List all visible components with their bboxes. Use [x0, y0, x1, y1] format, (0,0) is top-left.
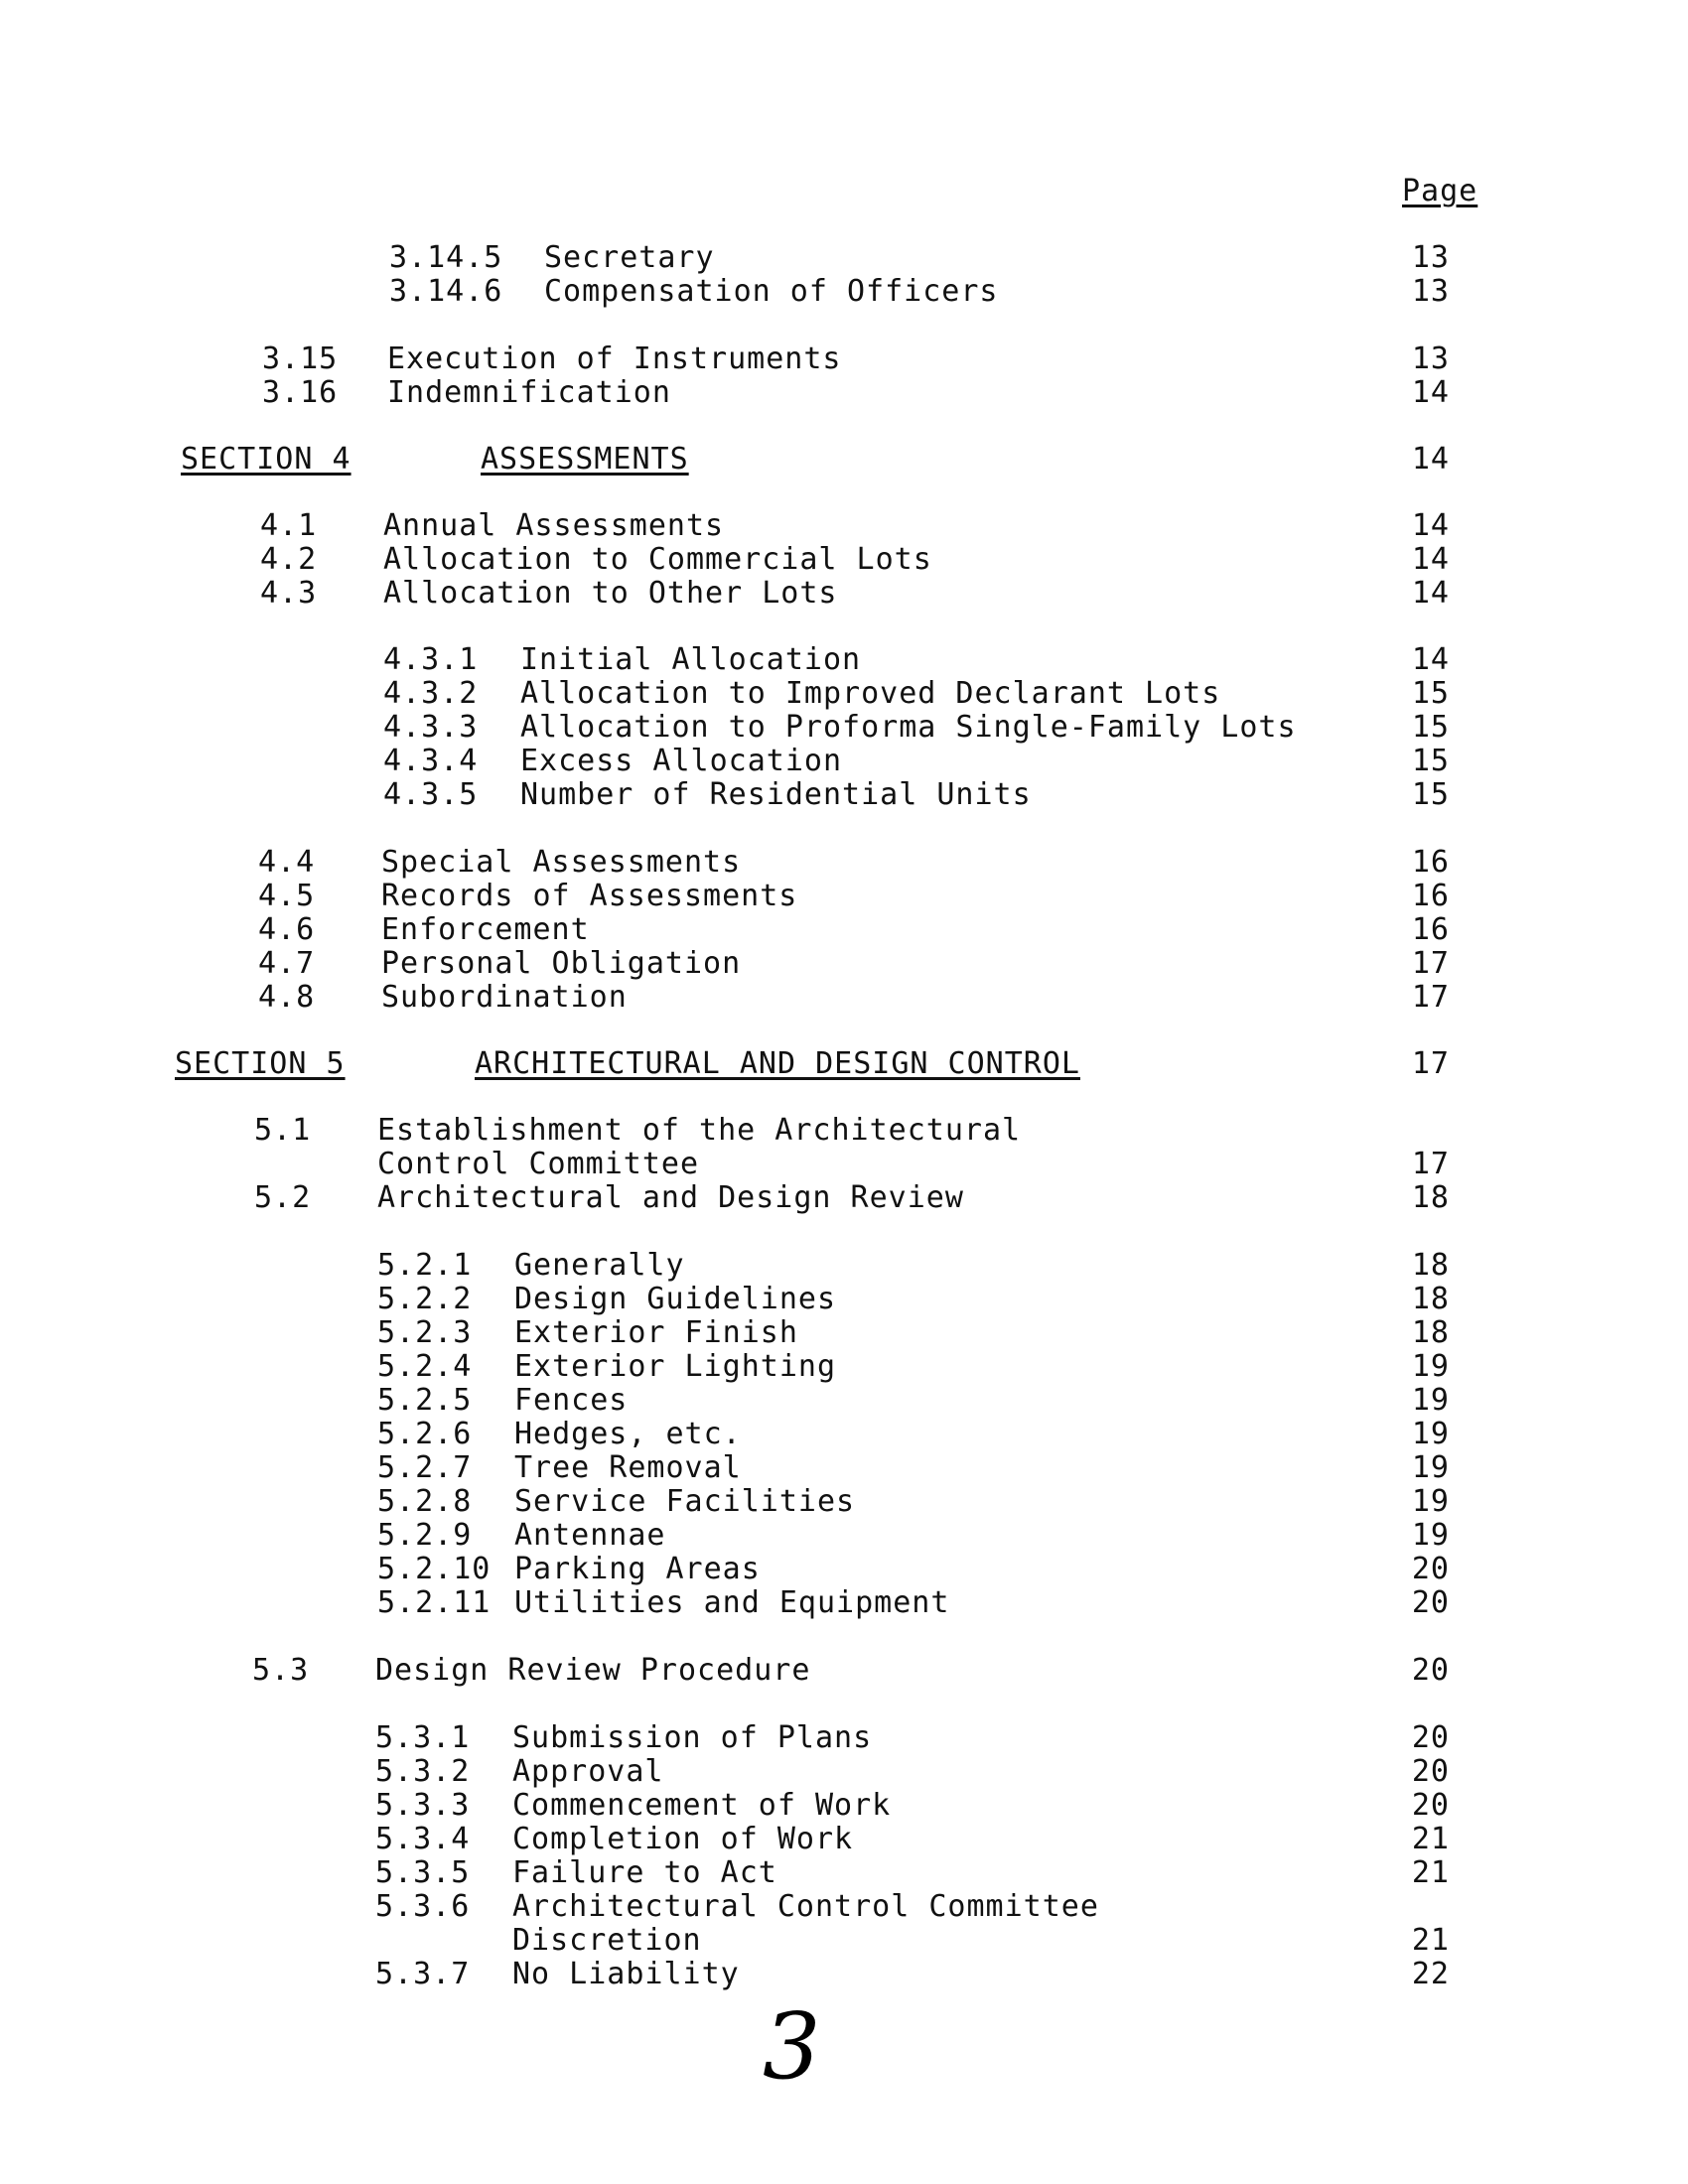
handwritten-page-number: 3: [763, 1993, 821, 2100]
toc-page: 18: [1411, 1282, 1450, 1316]
toc-number: 5.3.4: [375, 1822, 471, 1856]
toc-title: Submission of Plans: [512, 1720, 873, 1755]
toc-page: 13: [1411, 240, 1450, 275]
toc-page: 20: [1411, 1754, 1450, 1789]
toc-number: 5.3.7: [375, 1957, 471, 1991]
toc-title: Tree Removal: [514, 1450, 742, 1485]
toc-title: Antennae: [514, 1518, 666, 1553]
toc-number: 5.2.3: [377, 1315, 473, 1350]
toc-number: 4.3.2: [383, 676, 479, 711]
toc-page: 16: [1411, 845, 1450, 880]
toc-title: Special Assessments: [381, 845, 742, 880]
toc-number: 4.2: [260, 542, 318, 577]
toc-title: Allocation to Other Lots: [383, 576, 838, 611]
toc-title: Compensation of Officers: [544, 274, 999, 309]
toc-page: 20: [1411, 1720, 1450, 1755]
toc-number: 4.5: [258, 879, 316, 913]
toc-title: Enforcement: [381, 912, 590, 947]
toc-number: 4.3.5: [383, 777, 479, 812]
toc-number: 5.2.7: [377, 1450, 473, 1485]
toc-title-continued: Discretion: [512, 1923, 702, 1958]
toc-title: Generally: [514, 1248, 685, 1283]
toc-page: 18: [1411, 1180, 1450, 1215]
toc-title: Allocation to Improved Declarant Lots: [520, 676, 1221, 711]
toc-title: Hedges, etc.: [514, 1417, 742, 1451]
toc-title: Secretary: [544, 240, 715, 275]
toc-page: 14: [1411, 642, 1450, 677]
toc-number: 5.2.6: [377, 1417, 473, 1451]
toc-number: 5.3.5: [375, 1855, 471, 1890]
toc-title: Commencement of Work: [512, 1788, 892, 1823]
toc-page: 13: [1411, 341, 1450, 376]
section-title: ASSESSMENTS: [481, 442, 689, 477]
toc-page: 17: [1411, 1147, 1450, 1181]
section-number: SECTION 4: [181, 442, 352, 477]
toc-title: Execution of Instruments: [387, 341, 842, 376]
toc-number: 4.3: [260, 576, 318, 611]
toc-title: Exterior Lighting: [514, 1349, 837, 1384]
toc-page: 16: [1411, 879, 1450, 913]
toc-number: 4.4: [258, 845, 316, 880]
toc-title: Design Guidelines: [514, 1282, 837, 1316]
toc-number: 3.15: [262, 341, 339, 376]
toc-number: 4.8: [258, 980, 316, 1015]
toc-page: 21: [1411, 1822, 1450, 1856]
toc-number: 4.7: [258, 946, 316, 981]
toc-page: 19: [1411, 1518, 1450, 1553]
toc-title: Completion of Work: [512, 1822, 854, 1856]
toc-page: 14: [1411, 442, 1450, 477]
toc-title: Allocation to Proforma Single-Family Lots: [520, 710, 1297, 745]
toc-title: Service Facilities: [514, 1484, 856, 1519]
toc-number: 3.14.6: [389, 274, 503, 309]
toc-page: 14: [1411, 508, 1450, 543]
toc-number: 4.3.1: [383, 642, 479, 677]
toc-number: 5.2.8: [377, 1484, 473, 1519]
toc-page: 17: [1411, 980, 1450, 1015]
toc-title: Excess Allocation: [520, 744, 843, 778]
toc-number: 5.2.9: [377, 1518, 473, 1553]
toc-title: Indemnification: [387, 375, 671, 410]
toc-page: 20: [1411, 1552, 1450, 1586]
toc-number: 5.3: [252, 1653, 310, 1688]
toc-number: 3.16: [262, 375, 339, 410]
toc-title: Records of Assessments: [381, 879, 798, 913]
toc-page: 15: [1411, 676, 1450, 711]
toc-page: 14: [1411, 576, 1450, 611]
toc-page: 20: [1411, 1585, 1450, 1620]
toc-page: 16: [1411, 912, 1450, 947]
toc-title: Architectural Control Committee: [512, 1889, 1099, 1924]
toc-page: 19: [1411, 1417, 1450, 1451]
toc-number: 5.2.1: [377, 1248, 473, 1283]
toc-title: Design Review Procedure: [375, 1653, 811, 1688]
toc-number: 4.6: [258, 912, 316, 947]
toc-page: 19: [1411, 1383, 1450, 1418]
section-title: ARCHITECTURAL AND DESIGN CONTROL: [475, 1046, 1080, 1081]
toc-title: Fences: [514, 1383, 629, 1418]
toc-page: 20: [1411, 1788, 1450, 1823]
page-column-header: Page: [1402, 174, 1478, 208]
toc-page: 21: [1411, 1923, 1450, 1958]
toc-title: Parking Areas: [514, 1552, 761, 1586]
toc-title: Annual Assessments: [383, 508, 725, 543]
toc-number: 4.1: [260, 508, 318, 543]
toc-title: Approval: [512, 1754, 664, 1789]
toc-title-continued: Control Committee: [377, 1147, 700, 1181]
toc-number: 3.14.5: [389, 240, 503, 275]
toc-page: 18: [1411, 1248, 1450, 1283]
toc-title: Personal Obligation: [381, 946, 742, 981]
toc-title: Failure to Act: [512, 1855, 777, 1890]
toc-number: 5.1: [254, 1113, 312, 1148]
toc-number: 5.3.6: [375, 1889, 471, 1924]
section-number: SECTION 5: [175, 1046, 346, 1081]
toc-title: Number of Residential Units: [520, 777, 1032, 812]
toc-page: 14: [1411, 375, 1450, 410]
toc-number: 4.3.4: [383, 744, 479, 778]
toc-title: Utilities and Equipment: [514, 1585, 950, 1620]
toc-page: 19: [1411, 1450, 1450, 1485]
toc-title: Initial Allocation: [520, 642, 862, 677]
toc-page: 22: [1411, 1957, 1450, 1991]
toc-page: 13: [1411, 274, 1450, 309]
toc-page: 17: [1411, 946, 1450, 981]
toc-number: 5.2.4: [377, 1349, 473, 1384]
toc-number: 5.2.5: [377, 1383, 473, 1418]
toc-page: 15: [1411, 744, 1450, 778]
toc-number: 5.3.2: [375, 1754, 471, 1789]
toc-number: 5.2.11: [377, 1585, 492, 1620]
toc-page: 19: [1411, 1484, 1450, 1519]
toc-page: 21: [1411, 1855, 1450, 1890]
toc-number: 5.3.1: [375, 1720, 471, 1755]
toc-page: 15: [1411, 777, 1450, 812]
toc-number: 5.2.2: [377, 1282, 473, 1316]
toc-title: Architectural and Design Review: [377, 1180, 964, 1215]
toc-title: No Liability: [512, 1957, 740, 1991]
toc-page: 17: [1411, 1046, 1450, 1081]
toc-title: Exterior Finish: [514, 1315, 798, 1350]
toc-title: Allocation to Commercial Lots: [383, 542, 932, 577]
toc-title: Establishment of the Architectural: [377, 1113, 1022, 1148]
toc-page: 19: [1411, 1349, 1450, 1384]
toc-page: 18: [1411, 1315, 1450, 1350]
toc-page: 20: [1411, 1653, 1450, 1688]
toc-number: 4.3.3: [383, 710, 479, 745]
toc-number: 5.2.10: [377, 1552, 492, 1586]
toc-page: 14: [1411, 542, 1450, 577]
toc-number: 5.3.3: [375, 1788, 471, 1823]
toc-title: Subordination: [381, 980, 628, 1015]
toc-number: 5.2: [254, 1180, 312, 1215]
toc-page: 15: [1411, 710, 1450, 745]
